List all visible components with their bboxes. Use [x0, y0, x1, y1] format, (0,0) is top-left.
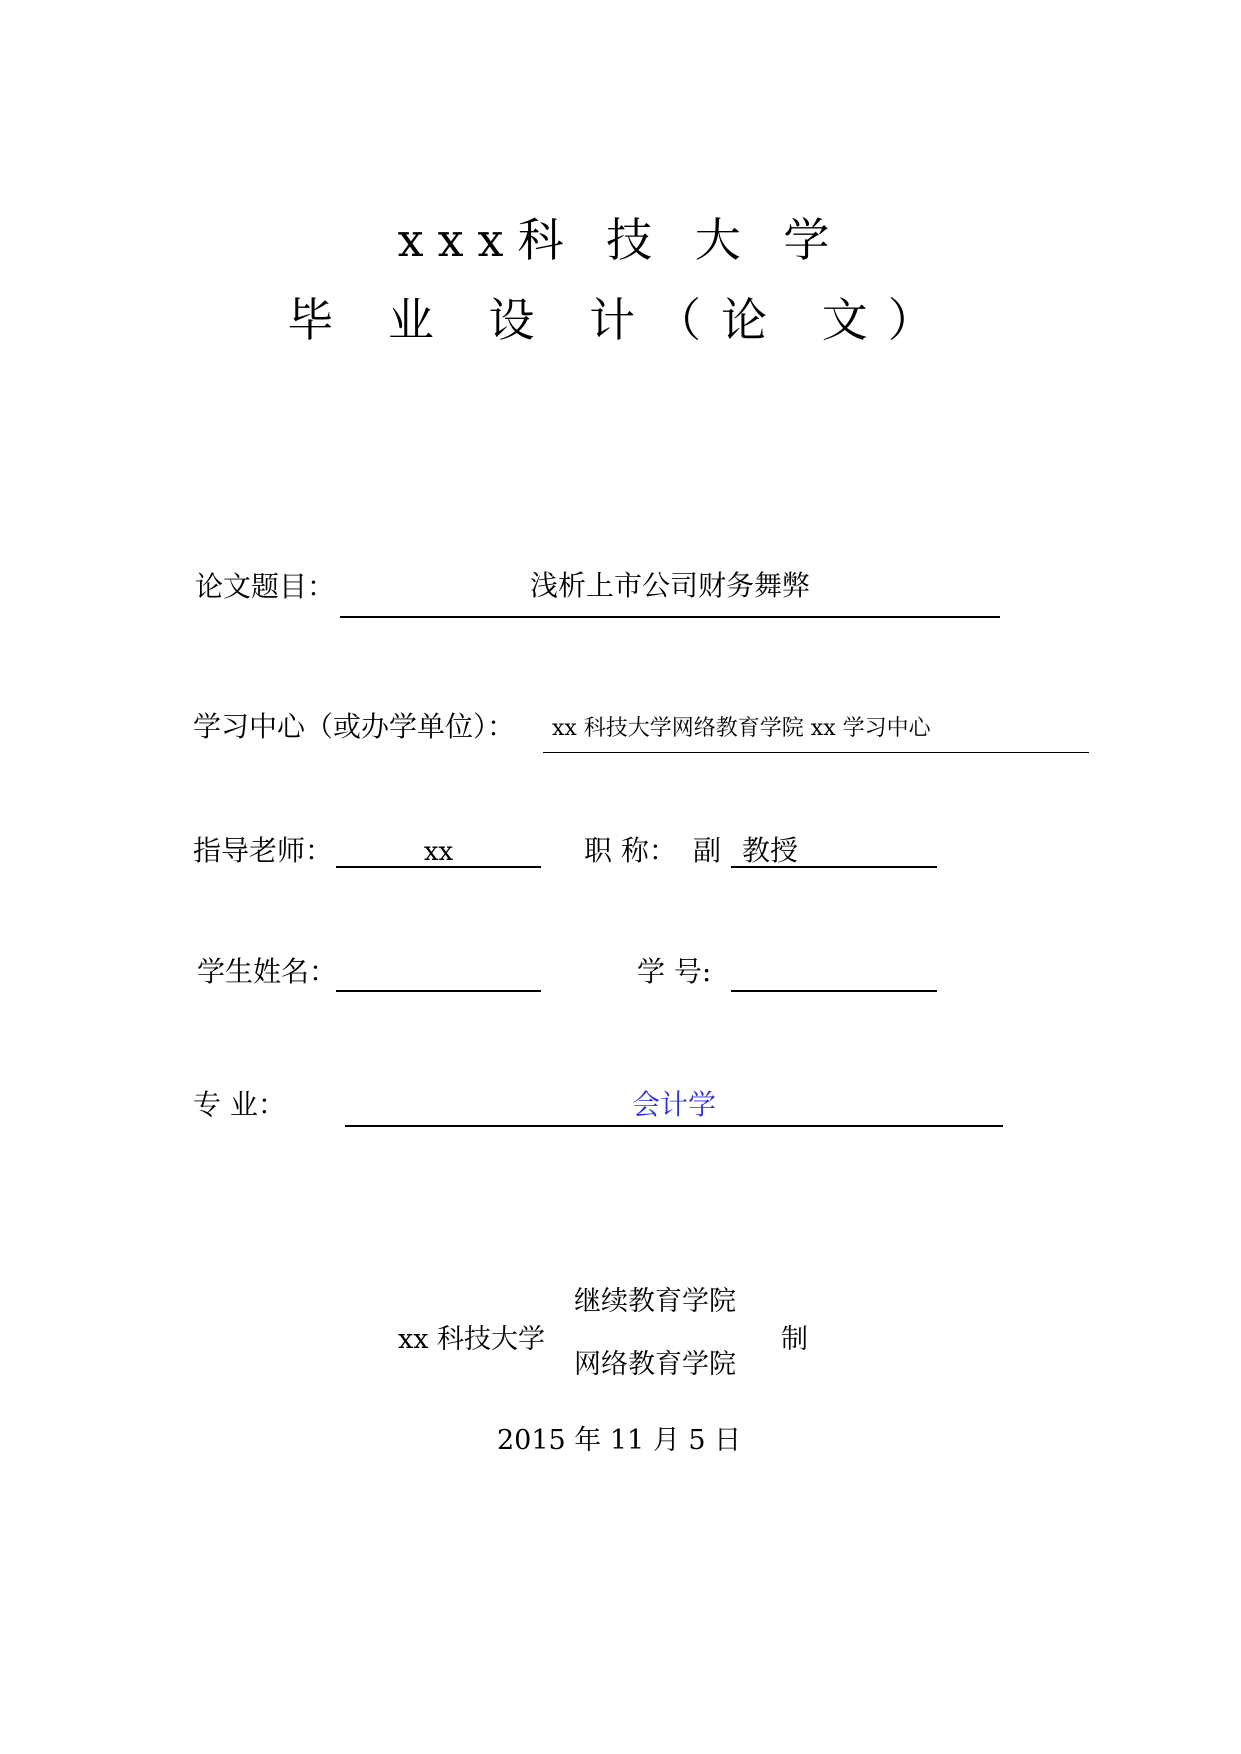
major-value: 会计学	[631, 1088, 716, 1121]
thesis-title-value: 浅析上市公司财务舞弊	[529, 569, 810, 602]
study-center-label: 学习中心（或办学单位）：	[193, 710, 516, 743]
document-type-title: 毕 业 设 计（论 文）	[287, 293, 954, 347]
footer-university: xx 科技大学	[398, 1324, 546, 1355]
footer-college-online: 网络教育学院	[574, 1349, 736, 1380]
advisor-label: 指导老师：	[193, 834, 334, 867]
thesis-title-label: 论文题目：	[195, 570, 336, 603]
advisor-underline	[336, 866, 541, 868]
major-label: 专 业：	[193, 1088, 286, 1121]
university-title: xxx科 技 大 学	[397, 213, 844, 267]
advisor-value: xx	[423, 837, 454, 867]
student-id-label: 学 号:	[637, 955, 712, 988]
student-id-underline	[731, 990, 937, 992]
job-title-underline	[731, 866, 937, 868]
job-title-prefix: 副	[693, 834, 722, 867]
student-name-underline	[336, 990, 541, 992]
thesis-title-underline	[340, 616, 1000, 618]
job-title-value: 教授	[742, 834, 799, 867]
student-name-label: 学生姓名：	[197, 955, 338, 988]
footer-college-continuing: 继续教育学院	[574, 1286, 736, 1317]
study-center-value: xx 科技大学网络教育学院 xx 学习中心	[552, 716, 931, 741]
job-title-label: 职 称：	[584, 834, 677, 867]
issue-date: 2015 年 11 月 5 日	[497, 1425, 742, 1456]
major-underline	[345, 1125, 1003, 1127]
footer-made-by: 制	[781, 1324, 808, 1355]
study-center-underline	[543, 752, 1089, 753]
